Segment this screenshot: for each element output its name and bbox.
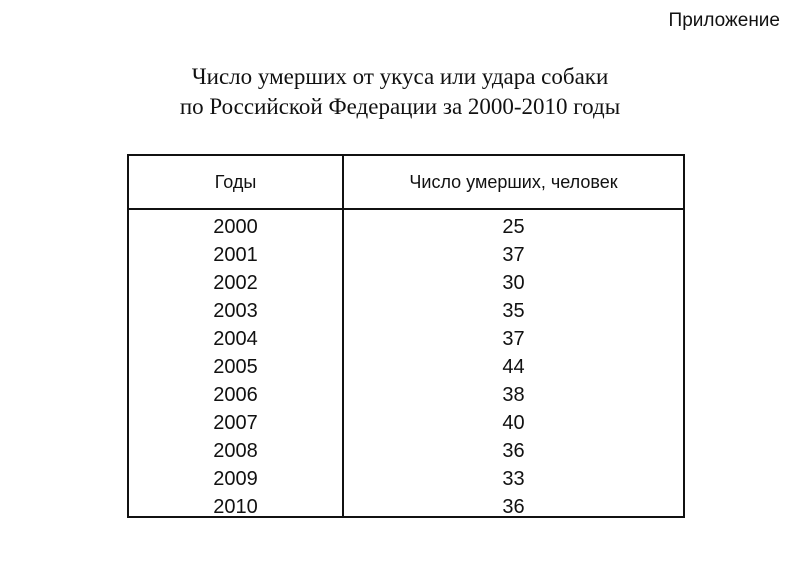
deaths-cell: 38 — [502, 384, 525, 406]
deaths-cell: 37 — [502, 244, 525, 266]
year-cell: 2002 — [213, 272, 258, 294]
deaths-cell: 36 — [502, 496, 525, 518]
table-row — [129, 269, 683, 297]
header-deaths: Число умерших, человек — [409, 172, 618, 192]
year-cell: 2010 — [213, 496, 258, 518]
header-divider — [129, 208, 683, 210]
deaths-table — [127, 154, 685, 518]
table-row — [129, 213, 683, 241]
deaths-cell: 25 — [502, 216, 525, 238]
year-cell: 2009 — [213, 468, 258, 490]
table-row — [129, 465, 683, 493]
table-row — [129, 325, 683, 353]
deaths-cell: 37 — [502, 328, 525, 350]
year-cell: 2000 — [213, 216, 258, 238]
table-row — [129, 241, 683, 269]
year-cell: 2004 — [213, 328, 258, 350]
appendix-label: Приложение — [668, 10, 780, 31]
table-row — [129, 437, 683, 465]
deaths-cell: 30 — [502, 272, 525, 294]
year-cell: 2008 — [213, 440, 258, 462]
year-cell: 2005 — [213, 356, 258, 378]
header-years: Годы — [214, 172, 257, 192]
title-line-2: по Российской Федерации за 2000-2010 годы — [179, 94, 621, 119]
year-cell: 2003 — [213, 300, 258, 322]
table-row — [129, 297, 683, 325]
table-row — [129, 493, 683, 521]
document-title — [0, 62, 800, 122]
table-row — [129, 381, 683, 409]
table-body — [129, 213, 683, 521]
deaths-cell: 36 — [502, 440, 525, 462]
table-row — [129, 409, 683, 437]
year-cell: 2006 — [213, 384, 258, 406]
deaths-cell: 33 — [502, 468, 525, 490]
year-cell: 2001 — [213, 244, 258, 266]
table-row — [129, 353, 683, 381]
deaths-cell: 44 — [502, 356, 525, 378]
deaths-cell: 40 — [502, 412, 525, 434]
title-line-1: Число умерших от укуса или удара собаки — [191, 64, 609, 89]
year-cell: 2007 — [213, 412, 258, 434]
deaths-cell: 35 — [502, 300, 525, 322]
